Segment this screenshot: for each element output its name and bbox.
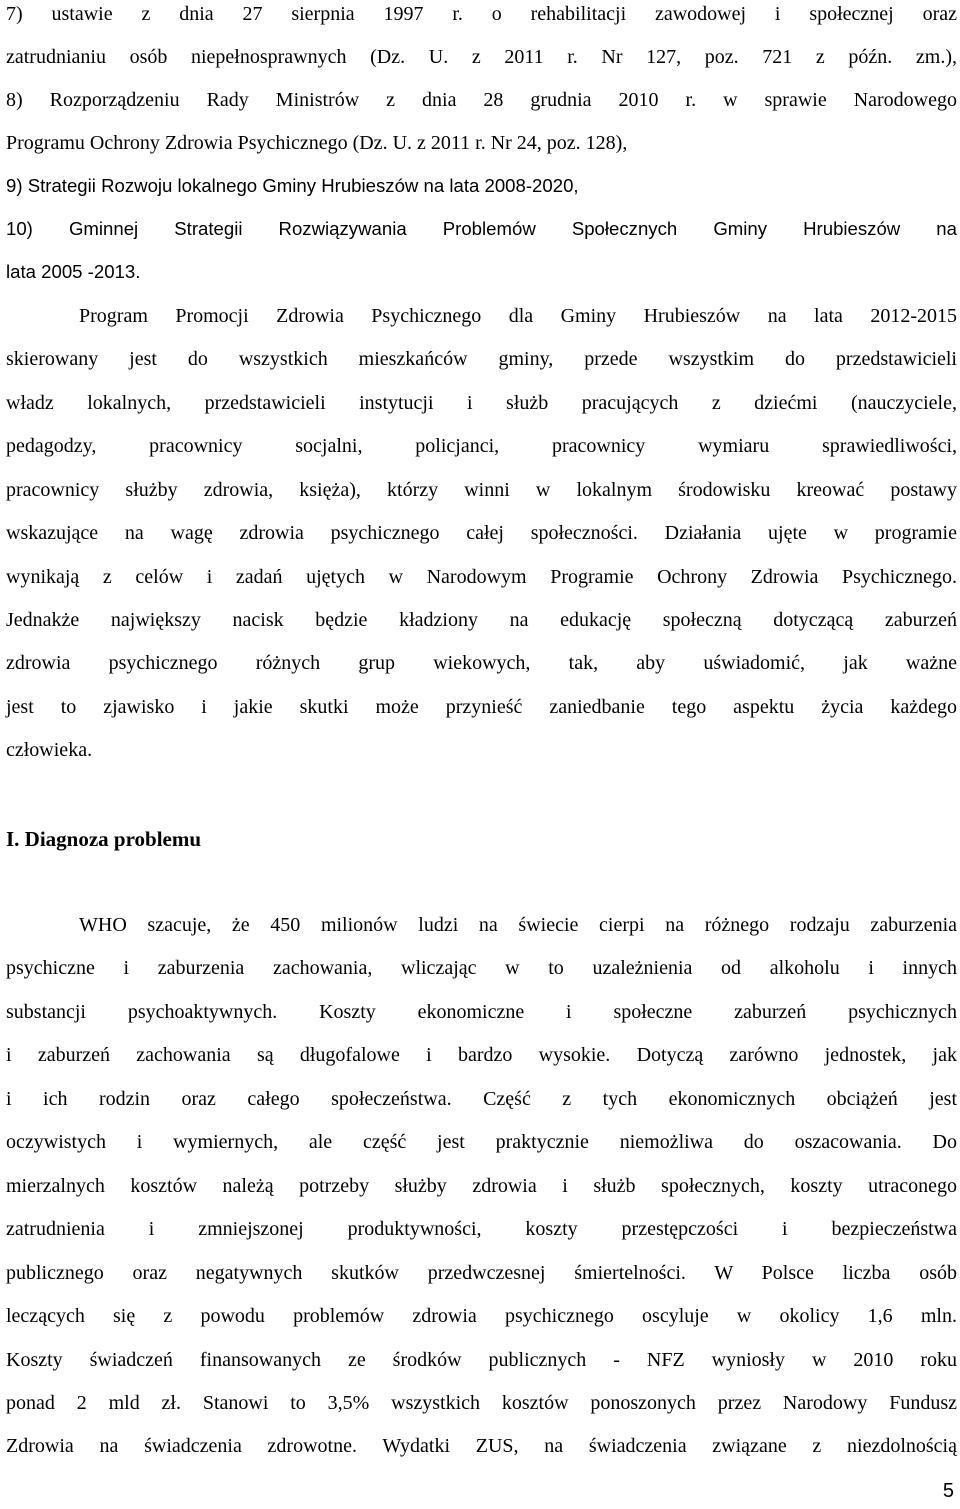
list-item-8-line-1: 8) Rozporządzeniu Rady Ministrów z dnia 28 grudnia 2010 r. w sprawie Narodowego	[6, 89, 957, 111]
list-item-10-line-1: 10) Gminnej Strategii Rozwiązywania Problemów Społecznych Gminy Hrubieszów na	[6, 218, 957, 239]
list-item-7-line-1: 7) ustawie z dnia 27 sierpnia 1997 r. o rehabilitacji zawodowej i społecznej oraz	[6, 3, 957, 25]
intro-paragraph-line: władz lokalnych, przedstawicieli instytucji i służb pracujących z dziećmi (nauczyciele,	[6, 392, 957, 414]
intro-paragraph-line: jest to zjawisko i jakie skutki może przynieść zaniedbanie tego aspektu życia każdego	[6, 696, 957, 718]
diagnosis-paragraph-line: psychiczne i zaburzenia zachowania, wliczając w to uzależnienia od alkoholu i innych	[6, 957, 957, 979]
intro-paragraph-line: zdrowia psychicznego różnych grup wiekowych, tak, aby uświadomić, jak ważne	[6, 652, 957, 674]
list-item-8-line-2: Programu Ochrony Zdrowia Psychicznego (Dz. U. z 2011 r. Nr 24, poz. 128),	[6, 132, 628, 154]
intro-paragraph-line: Program Promocji Zdrowia Psychicznego dla Gminy Hrubieszów na lata 2012-2015	[79, 305, 957, 327]
diagnosis-paragraph-line: substancji psychoaktywnych. Koszty ekonomiczne i społeczne zaburzeń psychicznych	[6, 1001, 957, 1023]
intro-paragraph-line: Jednakże największy nacisk będzie kładziony na edukację społeczną dotyczącą zaburzeń	[6, 609, 957, 631]
intro-paragraph-line: wynikają z celów i zadań ujętych w Narodowym Programie Ochrony Zdrowia Psychicznego.	[6, 566, 957, 588]
page-number: 5	[942, 1480, 954, 1502]
diagnosis-paragraph-line: i zaburzeń zachowania są długofalowe i bardzo wysokie. Dotyczą zarówno jednostek, jak	[6, 1044, 957, 1066]
intro-paragraph-line: wskazujące na wagę zdrowia psychicznego całej społeczności. Działania ujęte w programie	[6, 522, 957, 544]
diagnosis-paragraph-line: WHO szacuje, że 450 milionów ludzi na świecie cierpi na różnego rodzaju zaburzenia	[79, 914, 957, 936]
list-item-9-line-1: 9) Strategii Rozwoju lokalnego Gminy Hrubieszów na lata 2008-2020,	[6, 175, 579, 196]
intro-paragraph-line: człowieka.	[6, 739, 93, 761]
diagnosis-paragraph-line: Koszty świadczeń finansowanych ze środków publicznych - NFZ wyniosły w 2010 roku	[6, 1349, 957, 1371]
diagnosis-paragraph-line: oczywistych i wymiernych, ale część jest praktycznie niemożliwa do oszacowania. Do	[6, 1131, 957, 1153]
diagnosis-paragraph-line: i ich rodzin oraz całego społeczeństwa. Część z tych ekonomicznych obciążeń jest	[6, 1088, 957, 1110]
diagnosis-paragraph-line: Zdrowia na świadczenia zdrowotne. Wydatki ZUS, na świadczenia związane z niezdolnością	[6, 1435, 957, 1457]
intro-paragraph-line: pedagodzy, pracownicy socjalni, policjanci, pracownicy wymiaru sprawiedliwości,	[6, 435, 957, 457]
diagnosis-paragraph-line: mierzalnych kosztów należą potrzeby służby zdrowia i służb społecznych, koszty utraconego	[6, 1175, 957, 1197]
list-item-10-line-2: lata 2005 -2013.	[6, 261, 141, 282]
intro-paragraph-line: pracownicy służby zdrowia, księża), którzy winni w lokalnym środowisku kreować postawy	[6, 479, 957, 501]
diagnosis-paragraph-line: publicznego oraz negatywnych skutków przedwczesnej śmiertelności. W Polsce liczba osób	[6, 1262, 957, 1284]
diagnosis-paragraph-line: leczących się z powodu problemów zdrowia psychicznego oscyluje w okolicy 1,6 mln.	[6, 1305, 957, 1327]
diagnosis-paragraph-line: ponad 2 mld zł. Stanowi to 3,5% wszystkich kosztów ponoszonych przez Narodowy Fundusz	[6, 1392, 957, 1414]
diagnosis-paragraph-line: zatrudnienia i zmniejszonej produktywności, koszty przestępczości i bezpieczeństwa	[6, 1218, 957, 1240]
intro-paragraph-line: skierowany jest do wszystkich mieszkańców gminy, przede wszystkim do przedstawicieli	[6, 348, 957, 370]
list-item-7-line-2: zatrudnianiu osób niepełnosprawnych (Dz. U. z 2011 r. Nr 127, poz. 721 z późn. zm.),	[6, 46, 957, 68]
section-heading: I. Diagnoza problemu	[6, 827, 202, 851]
